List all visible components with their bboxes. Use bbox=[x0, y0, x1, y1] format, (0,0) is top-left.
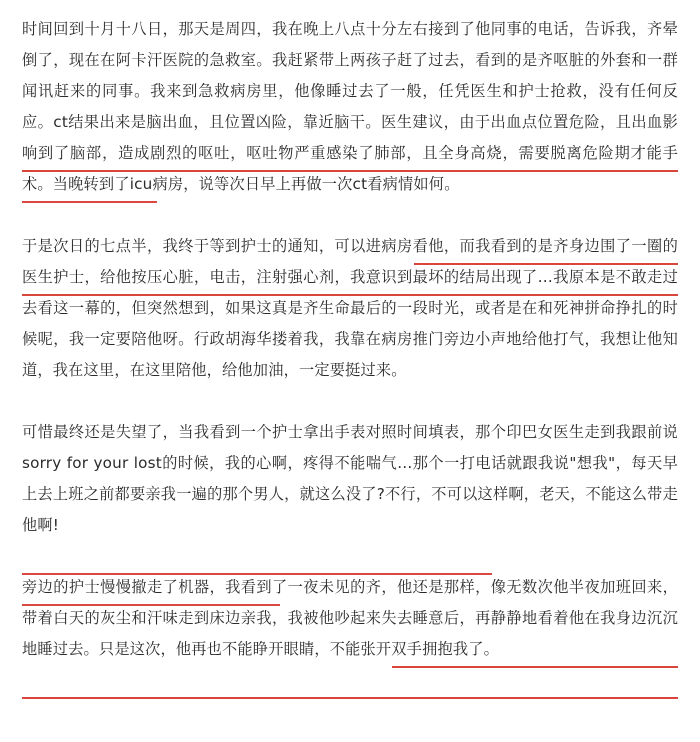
paragraph: 于是次日的七点半，我终于等到护士的通知，可以进病房看他，而我看到的是齐身边围了一圈的医生护士，给他按压心脏，电击，注射强心剂，我意识到最坏的结局出现了…我原本是不敢走过去看这一幕的，但突然想到，如果这真是齐生命最后的一段时光，或者是在和死神拼命挣扎的时候呢，我一定要陪他呀。行政胡海华搂着我，我靠在病房推门旁边小声地给他打气，我想让他知道，我在这里，在这里陪他，给他加油，一定要挺过来。 bbox=[22, 237, 678, 379]
paragraph: 旁边的护士慢慢撤走了机器，我看到了一夜未见的齐，他还是那样，像无数次他半夜加班回来，带着白天的灰尘和汗味走到床边亲我，我被他吵起来失去睡意后，再静静地看着他在我身边沉沉地睡过去。只是这次，他再也不能睁开眼睛，不能张开双手拥抱我了。 bbox=[22, 578, 678, 658]
underline-mark bbox=[22, 697, 678, 699]
paragraph: 时间回到十月十八日，那天是周四，我在晚上八点十分左右接到了他同事的电话，告诉我，齐晕倒了，现在在阿卡汗医院的急救室。我赶紧带上两孩子赶了过去，看到的是齐呕脏的外套和一群闻讯赶来的同事。我来到急救病房里，他像睡过去了一般，任凭医生和护士抢救，没有任何反应。ct结果出来是脑出血，且位置凶险，靠近脑干。医生建议，由于出血点位置危险，且出血影响到了脑部，造成剧烈的呕吐，呕吐物严重感染了肺部，且全身高烧，需要脱离危险期才能手术。当晚转到了icu病房，说等次日早上再做一次ct看病情如何。 bbox=[22, 20, 678, 193]
paragraph: 可惜最终还是失望了，当我看到一个护士拿出手表对照时间填表，那个印巴女医生走到我跟前说sorry for your lost的时候，我的心啊，疼得不能喘气…那个一打电话就跟我说"想我"，每天早上去上班之前都要亲我一遍的那个男人，就这么没了?不行，不可以这样啊，老天，不能这么带走他啊! bbox=[22, 423, 678, 534]
underline-mark bbox=[392, 666, 678, 668]
article-body bbox=[22, 14, 678, 665]
